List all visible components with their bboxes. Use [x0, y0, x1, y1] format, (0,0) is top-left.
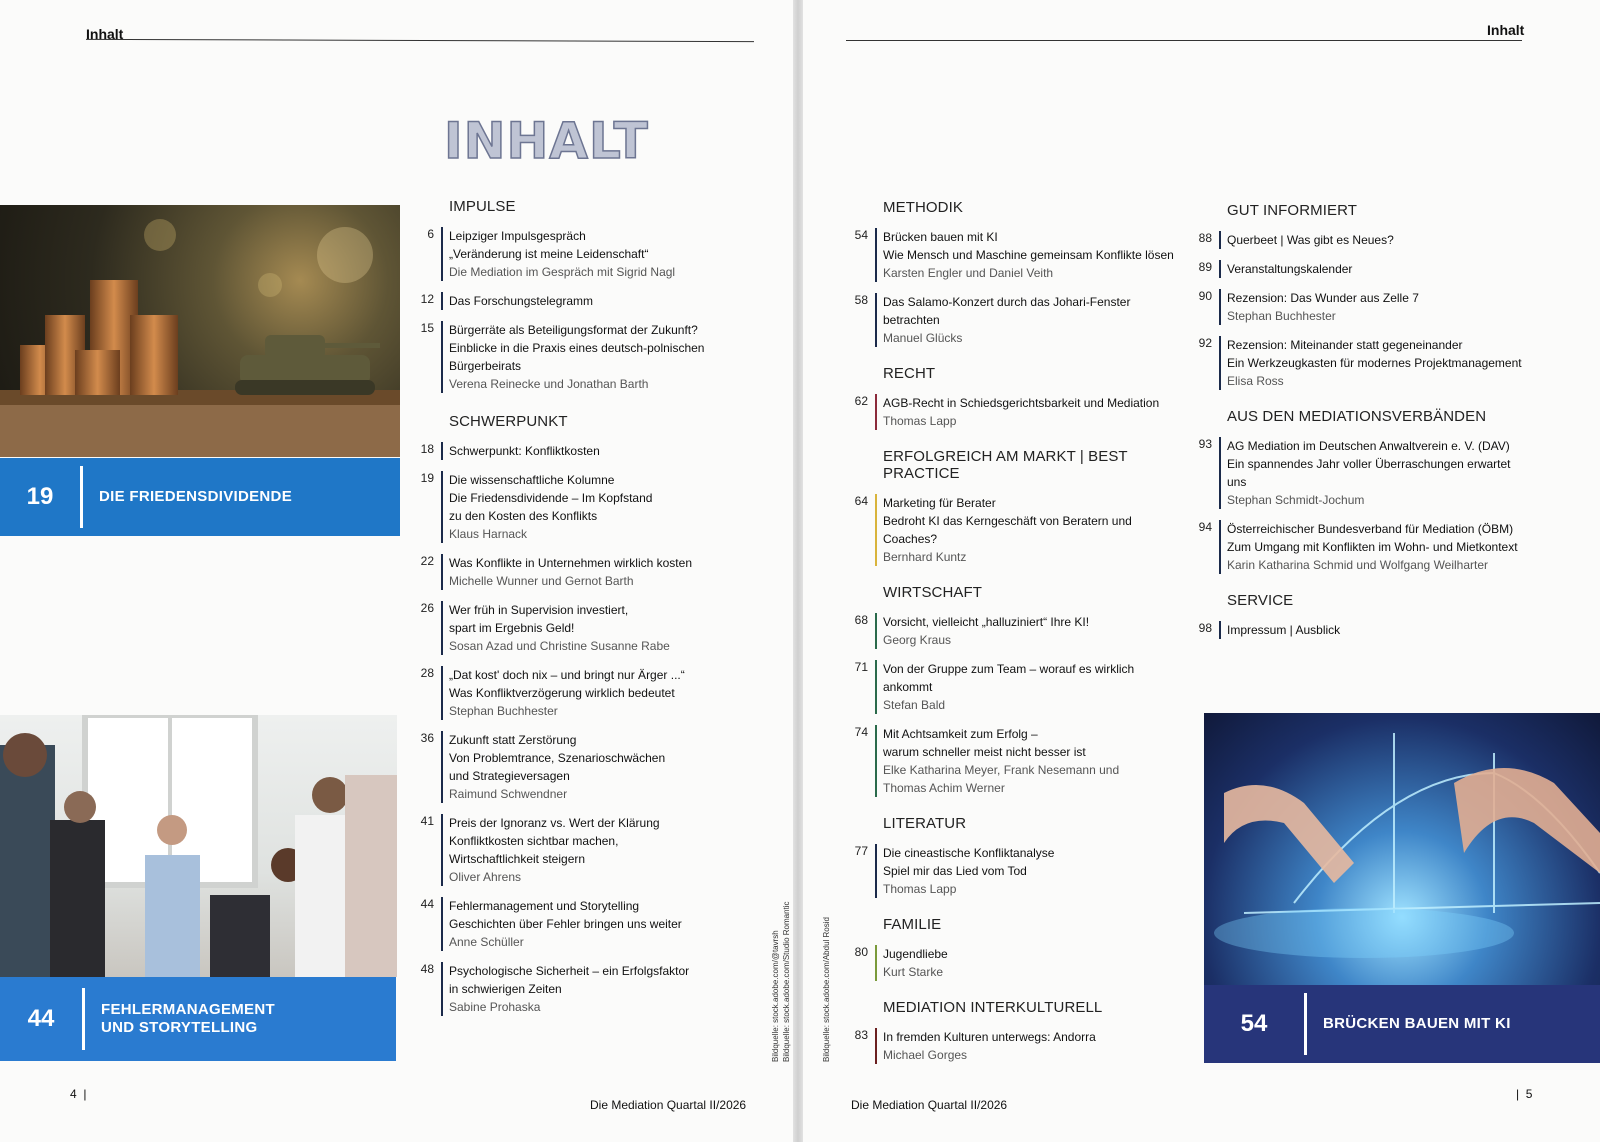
entry-title: Die wissenschaftliche Kolumne Die Friedensdividende – Im Kopfstand zu den Kosten des Konflikts — [449, 473, 653, 523]
entry-title: Fehlermanagement und Storytelling Geschichten über Fehler bringen uns weiter — [449, 899, 682, 931]
section-heading: WIRTSCHAFT — [883, 584, 983, 601]
entry-page-number: 92 — [1198, 336, 1212, 350]
entry-page-number: 58 — [854, 293, 868, 307]
entry-page-number: 36 — [420, 731, 434, 745]
toc-entry[interactable] — [1192, 437, 1532, 509]
entry-page-number: 80 — [854, 945, 868, 959]
meeting-illustration — [0, 715, 397, 977]
entry-title: Wer früh in Supervision investiert, spart im Ergebnis Geld! — [449, 603, 629, 635]
entry-title: Vorsicht, vielleicht „halluziniert“ Ihre KI! — [883, 615, 1090, 629]
entry-rule — [875, 660, 877, 714]
page-title: INHALT — [444, 112, 649, 170]
toc-entry[interactable] — [414, 601, 754, 655]
entry-rule — [441, 321, 443, 393]
entry-title: Mit Achtsamkeit zum Erfolg – warum schneller meist nicht besser ist — [883, 727, 1086, 759]
entry-author: Stefan Bald — [883, 698, 946, 712]
entry-page-number: 44 — [420, 897, 434, 911]
entry-author: Bernhard Kuntz — [883, 550, 967, 564]
toc-column-middle — [848, 199, 1178, 1075]
entry-page-number: 90 — [1198, 289, 1212, 303]
section-heading: FAMILIE — [883, 916, 942, 933]
entry-title: AG Mediation im Deutschen Anwaltverein e. V. (DAV) Ein spannendes Jahr voller Überraschungen erwartet uns — [1227, 439, 1511, 489]
toc-entry[interactable] — [414, 292, 754, 310]
photo-credit-left-1: Bildquelle: stock.adobe.com/@tavrsh — [771, 930, 780, 1062]
entry-rule — [441, 442, 443, 460]
entry-page-number: 15 — [420, 321, 434, 335]
toc-section — [848, 916, 1178, 981]
toc-entry[interactable] — [414, 962, 754, 1016]
entry-page-number: 18 — [420, 442, 434, 456]
toc-entry[interactable] — [414, 731, 754, 803]
toc-entry[interactable] — [1192, 289, 1532, 325]
entry-author: Michelle Wunner und Gernot Barth — [449, 574, 634, 588]
section-heading: LITERATUR — [883, 815, 967, 832]
entry-author: Oliver Ahrens — [449, 870, 522, 884]
toc-entry[interactable] — [1192, 260, 1532, 278]
entry-author: Karin Katharina Schmid und Wolfgang Weilharter — [1227, 558, 1489, 572]
entry-rule — [441, 731, 443, 803]
entry-title: Querbeet | Was gibt es Neues? — [1227, 233, 1394, 247]
header-rule-right — [846, 40, 1522, 41]
photo-credit-right: Bildquelle: stock.adobe.com/Abdul Rosid — [822, 917, 831, 1062]
toc-entry[interactable] — [848, 725, 1178, 797]
running-head-right: Inhalt — [1487, 22, 1525, 38]
entry-title: Bürgerräte als Beteiligungsformat der Zukunft? Einblicke in die Praxis eines deutsch-polnischen Bürgerbeirats — [449, 323, 705, 373]
entry-rule — [441, 554, 443, 590]
entry-page-number: 28 — [420, 666, 434, 680]
entry-page-number: 64 — [854, 494, 868, 508]
section-heading: AUS DEN MEDIATIONSVERBÄNDEN — [1227, 408, 1487, 425]
toc-section — [848, 448, 1178, 566]
entry-author: Elke Katharina Meyer, Frank Nesemann und Thomas Achim Werner — [883, 763, 1120, 795]
banner-divider — [1304, 993, 1307, 1055]
entry-rule — [875, 945, 877, 981]
section-heading: SCHWERPUNKT — [449, 413, 568, 430]
toc-section — [848, 999, 1178, 1064]
entry-rule — [1219, 621, 1221, 639]
coins-tank-illustration — [0, 205, 400, 457]
entry-author: Sosan Azad und Christine Susanne Rabe — [449, 639, 670, 653]
toc-entry[interactable] — [1192, 336, 1532, 390]
toc-entry[interactable] — [848, 394, 1178, 430]
entry-page-number: 54 — [854, 228, 868, 242]
toc-entry[interactable] — [848, 844, 1178, 898]
photo-credit-left-2: Bildquelle: stock.adobe.com/Studio Romantic — [782, 901, 791, 1062]
section-heading: SERVICE — [1227, 592, 1294, 609]
entry-page-number: 41 — [420, 814, 434, 828]
banner-page-number: 19 — [26, 483, 54, 510]
entry-page-number: 83 — [854, 1028, 868, 1042]
entry-title: „Dat kost' doch nix – und bringt nur Ärger ...“ Was Konfliktverzögerung wirklich bedeutet — [449, 668, 685, 700]
entry-rule — [875, 844, 877, 898]
ai-bridge-illustration — [1204, 713, 1600, 985]
toc-entry[interactable] — [414, 897, 754, 951]
entry-author: Klaus Harnack — [449, 527, 528, 541]
banner-label: DIE FRIEDENSDIVIDENDE — [99, 488, 292, 505]
toc-entry[interactable] — [848, 494, 1178, 566]
toc-entry[interactable] — [414, 814, 754, 886]
entry-author: Karsten Engler und Daniel Veith — [883, 266, 1054, 280]
entry-page-number: 71 — [854, 660, 868, 674]
running-head-left: Inhalt — [86, 26, 124, 42]
entry-title: Österreichischer Bundesverband für Mediation (ÖBM) Zum Umgang mit Konflikten im Wohn- und Mietkontext — [1227, 522, 1518, 554]
entry-rule — [875, 613, 877, 649]
entry-author: Thomas Lapp — [883, 414, 957, 428]
entry-author: Stephan Buchhester — [1227, 309, 1336, 323]
entry-page-number: 26 — [420, 601, 434, 615]
entry-author: Verena Reinecke und Jonathan Barth — [449, 377, 649, 391]
entry-title: Das Forschungstelegramm — [449, 294, 594, 308]
entry-rule — [441, 814, 443, 886]
ai-bridge-photo — [1204, 713, 1600, 985]
toc-section — [1192, 592, 1532, 639]
entry-rule — [875, 494, 877, 566]
entry-title: Rezension: Miteinander statt gegeneinander Ein Werkzeugkasten für modernes Projektmanagement — [1227, 338, 1522, 370]
banner-divider — [80, 466, 83, 528]
toc-entry[interactable] — [848, 945, 1178, 981]
toc-entry[interactable] — [848, 613, 1178, 649]
entry-rule — [1219, 289, 1221, 325]
entry-page-number: 62 — [854, 394, 868, 408]
entry-title: In fremden Kulturen unterwegs: Andorra — [883, 1030, 1096, 1044]
entry-rule — [875, 394, 877, 430]
entry-title: Marketing für Berater Bedroht KI das Kerngeschäft von Beratern und Coaches? — [883, 496, 1132, 546]
section-heading: GUT INFORMIERT — [1227, 202, 1358, 219]
toc-section — [848, 584, 1178, 797]
toc-entry[interactable] — [848, 660, 1178, 714]
entry-rule — [441, 897, 443, 951]
entry-rule — [875, 228, 877, 282]
section-heading: IMPULSE — [449, 198, 516, 215]
entry-page-number: 6 — [427, 227, 434, 241]
entry-title: Jugendliebe — [883, 947, 948, 961]
entry-title: Preis der Ignoranz vs. Wert der Klärung Konfliktkosten sichtbar machen, Wirtschaftlichkeit steigern — [449, 816, 660, 866]
feature-banner-19[interactable] — [0, 458, 400, 536]
entry-rule — [875, 293, 877, 347]
entry-title: Was Konflikte in Unternehmen wirklich kosten — [449, 556, 692, 570]
coins-tank-photo — [0, 205, 400, 457]
section-heading: MEDIATION INTERKULTURELL — [883, 999, 1103, 1016]
entry-rule — [875, 725, 877, 797]
toc-entry[interactable] — [848, 1028, 1178, 1064]
entry-author: Sabine Prohaska — [449, 1000, 541, 1014]
toc-section — [414, 198, 754, 393]
entry-rule — [441, 227, 443, 281]
toc-entry[interactable] — [1192, 520, 1532, 574]
toc-entry[interactable] — [1192, 621, 1532, 639]
toc-entry[interactable] — [414, 554, 754, 590]
entry-rule — [441, 962, 443, 1016]
section-heading: RECHT — [883, 365, 936, 382]
entry-page-number: 22 — [420, 554, 434, 568]
entry-author: Raimund Schwendner — [449, 787, 568, 801]
entry-title: Psychologische Sicherheit – ein Erfolgsfaktor in schwierigen Zeiten — [449, 964, 690, 996]
entry-author: Michael Gorges — [883, 1048, 968, 1062]
entry-page-number: 89 — [1198, 260, 1212, 274]
toc-entry[interactable] — [848, 228, 1178, 282]
entry-title: Veranstaltungskalender — [1227, 262, 1353, 276]
entry-page-number: 98 — [1198, 621, 1212, 635]
toc-entry[interactable] — [414, 321, 754, 393]
entry-author: Thomas Lapp — [883, 882, 957, 896]
entry-rule — [441, 471, 443, 543]
toc-section — [848, 199, 1178, 347]
toc-column-left — [414, 198, 754, 1027]
banner-label: BRÜCKEN BAUEN MIT KI — [1323, 1015, 1511, 1032]
toc-entry[interactable] — [848, 293, 1178, 347]
meeting-photo — [0, 715, 397, 977]
entry-rule — [1219, 260, 1221, 278]
book-spine — [793, 0, 803, 1142]
toc-column-right — [1192, 202, 1532, 650]
entry-title: AGB-Recht in Schiedsgerichtsbarkeit und Mediation — [883, 396, 1160, 410]
entry-title: Von der Gruppe zum Team – worauf es wirklich ankommt — [883, 662, 1135, 694]
banner-page-number: 54 — [1240, 1010, 1268, 1037]
feature-banner-44[interactable] — [0, 977, 396, 1061]
entry-page-number: 12 — [420, 292, 434, 306]
entry-page-number: 19 — [420, 471, 434, 485]
entry-rule — [441, 601, 443, 655]
entry-author: Anne Schüller — [449, 935, 524, 949]
footer-right-page-number: | 5 — [1516, 1087, 1533, 1101]
banner-divider — [82, 988, 85, 1050]
entry-title: Schwerpunkt: Konfliktkosten — [449, 444, 600, 458]
entry-page-number: 48 — [420, 962, 434, 976]
entry-author: Georg Kraus — [883, 633, 952, 647]
feature-banner-54[interactable] — [1204, 985, 1600, 1063]
entry-rule — [1219, 520, 1221, 574]
section-heading: METHODIK — [883, 199, 963, 216]
entry-page-number: 74 — [854, 725, 868, 739]
banner-page-number: 44 — [27, 1005, 55, 1032]
entry-rule — [1219, 437, 1221, 509]
entry-rule — [441, 292, 443, 310]
toc-entry[interactable] — [414, 666, 754, 720]
entry-page-number: 93 — [1198, 437, 1212, 451]
toc-section — [1192, 202, 1532, 390]
toc-entry[interactable] — [414, 227, 754, 281]
section-heading: ERFOLGREICH AM MARKT | BEST PRACTICE — [883, 448, 1128, 482]
entry-title: Zukunft statt Zerstörung Von Problemtrance, Szenarioschwächen und Strategieversagen — [449, 733, 666, 783]
entry-author: Elisa Ross — [1227, 374, 1284, 388]
entry-rule — [1219, 336, 1221, 390]
toc-entry[interactable] — [1192, 231, 1532, 249]
toc-section — [414, 413, 754, 1016]
footer-left-publication: Die Mediation Quartal II/2026 — [590, 1098, 747, 1112]
toc-section — [848, 815, 1178, 898]
entry-author: Manuel Glücks — [883, 331, 963, 345]
entry-author: Kurt Starke — [883, 965, 944, 979]
entry-title: Die cineastische Konfliktanalyse Spiel mir das Lied vom Tod — [883, 846, 1055, 878]
banner-label: FEHLERMANAGEMENT UND STORYTELLING — [101, 1001, 275, 1036]
entry-page-number: 88 — [1198, 231, 1212, 245]
entry-title: Impressum | Ausblick — [1227, 623, 1341, 637]
entry-author: Die Mediation im Gespräch mit Sigrid Nagl — [449, 265, 676, 279]
entry-title: Rezension: Das Wunder aus Zelle 7 — [1227, 291, 1419, 305]
footer-left-page-number: 4 | — [70, 1087, 87, 1101]
entry-title: Brücken bauen mit KI Wie Mensch und Maschine gemeinsam Konflikte lösen — [883, 230, 1174, 262]
entry-rule — [1219, 231, 1221, 249]
entry-page-number: 68 — [854, 613, 868, 627]
entry-rule — [875, 1028, 877, 1064]
footer-right-publication: Die Mediation Quartal II/2026 — [851, 1098, 1008, 1112]
entry-title: Leipziger Impulsgespräch „Veränderung ist meine Leidenschaft“ — [449, 229, 649, 261]
entry-author: Stephan Buchhester — [449, 704, 558, 718]
toc-section — [1192, 408, 1532, 574]
toc-entry[interactable] — [414, 442, 754, 460]
entry-author: Stephan Schmidt-Jochum — [1227, 493, 1365, 507]
entry-title: Das Salamo-Konzert durch das Johari-Fenster betrachten — [883, 295, 1131, 327]
entry-page-number: 94 — [1198, 520, 1212, 534]
toc-entry[interactable] — [414, 471, 754, 543]
entry-page-number: 77 — [854, 844, 868, 858]
entry-rule — [441, 666, 443, 720]
toc-section — [848, 365, 1178, 430]
